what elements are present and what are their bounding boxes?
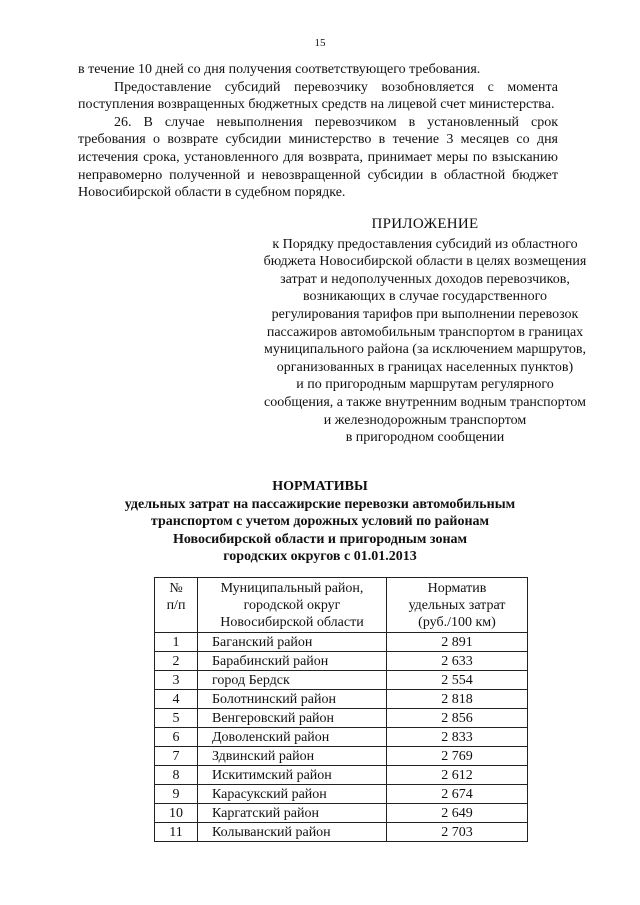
row-district: Венгеровский район: [198, 709, 387, 728]
row-value: 2 674: [387, 785, 528, 804]
table-row: [155, 804, 528, 823]
appendix-line: бюджета Новосибирской области в целях возмещения: [263, 254, 587, 270]
paragraph-resumption: Предоставление субсидий перевозчику возобновляется с момента поступления возвращенных бюджетных средств на лицевой счет министерства.: [78, 79, 558, 113]
row-value: 2 856: [387, 709, 528, 728]
appendix-line: и по пригородным маршрутам регулярного: [296, 377, 554, 393]
header-district: Муниципальный район, городской округ Новосибирской области: [198, 578, 387, 633]
appendix-line: возникающих в случае государственного: [302, 289, 548, 305]
appendix-line: муниципального района (за исключением маршрутов,: [263, 342, 587, 358]
table-row: [155, 709, 528, 728]
row-num: 8: [155, 766, 198, 785]
appendix-line: пассажиров автомобильным транспортом в границах: [266, 324, 584, 340]
appendix-line: затрат и недополученных доходов перевозчиков,: [280, 271, 570, 287]
row-district: Карасукский район: [198, 785, 387, 804]
appendix-line: в пригородном сообщении: [345, 430, 505, 446]
table-row: [155, 766, 528, 785]
row-district: Здвинский район: [198, 747, 387, 766]
appendix-title: ПРИЛОЖЕНИЕ: [371, 216, 479, 232]
row-district: Доволенский район: [198, 728, 387, 747]
row-district: Болотнинский район: [198, 690, 387, 709]
row-num: 7: [155, 747, 198, 766]
appendix-line: и железнодорожным транспортом: [323, 412, 527, 428]
row-value: 2 554: [387, 671, 528, 690]
table-row: [155, 823, 528, 842]
row-num: 11: [155, 823, 198, 842]
row-num: 2: [155, 652, 198, 671]
paragraph-26: 26. В случае невыполнения перевозчиком в установленный срок требования о возврате субсидии министерство в течение 3 месяцев со дня истечения срока, установленного для возврата, принимает меры по взысканию неправомерно полученной и невозвращенной субсидии в областной бюджет Новосибирской области в судебном порядке.: [78, 114, 558, 201]
normatives-subtitle-line: Новосибирской области и пригородным зонам: [172, 531, 468, 547]
row-value: 2 703: [387, 823, 528, 842]
appendix-line: организованных в границах населенных пунктов): [276, 359, 574, 375]
header-num: № п/п: [155, 578, 198, 633]
row-value: 2 769: [387, 747, 528, 766]
row-district: Искитимский район: [198, 766, 387, 785]
row-num: 10: [155, 804, 198, 823]
normatives-subtitle-line: городских округов с 01.01.2013: [223, 549, 417, 564]
table-row: [155, 785, 528, 804]
row-value: 2 833: [387, 728, 528, 747]
table-row: [155, 633, 528, 652]
row-value: 2 633: [387, 652, 528, 671]
row-district: город Бердск: [198, 671, 387, 690]
row-value: 2 649: [387, 804, 528, 823]
row-num: 1: [155, 633, 198, 652]
row-district: Колыванский район: [198, 823, 387, 842]
row-num: 9: [155, 785, 198, 804]
table-row: [155, 690, 528, 709]
appendix-block: [240, 216, 610, 447]
table-header-row: [155, 578, 528, 633]
row-num: 6: [155, 728, 198, 747]
row-num: 5: [155, 709, 198, 728]
paragraph-continuation: в течение 10 дней со дня получения соответствующего требования.: [78, 62, 481, 77]
normatives-heading: [0, 478, 640, 566]
row-num: 3: [155, 671, 198, 690]
table-row: [155, 747, 528, 766]
appendix-line: регулирования тарифов при выполнении перевозок: [271, 306, 579, 322]
row-value: 2 612: [387, 766, 528, 785]
body-text: [78, 61, 558, 202]
row-value: 2 818: [387, 690, 528, 709]
row-value: 2 891: [387, 633, 528, 652]
normatives-subtitle-line: транспортом с учетом дорожных условий по районам: [150, 514, 490, 529]
row-num: 4: [155, 690, 198, 709]
row-district: Барабинский район: [198, 652, 387, 671]
normatives-table: [154, 577, 528, 842]
normatives-subtitle-line: удельных затрат на пассажирские перевозки автомобильным: [124, 496, 516, 512]
table-row: [155, 652, 528, 671]
row-district: Баганский район: [198, 633, 387, 652]
appendix-line: сообщения, а также внутренним водным транспортом: [264, 394, 586, 410]
page-number: 15: [314, 37, 326, 49]
table-row: [155, 728, 528, 747]
table-row: [155, 671, 528, 690]
normatives-title: НОРМАТИВЫ: [272, 479, 368, 494]
header-normative: Норматив удельных затрат (руб./100 км): [387, 578, 528, 633]
row-district: Каргатский район: [198, 804, 387, 823]
appendix-line: к Порядку предоставления субсидий из областного: [272, 236, 578, 252]
